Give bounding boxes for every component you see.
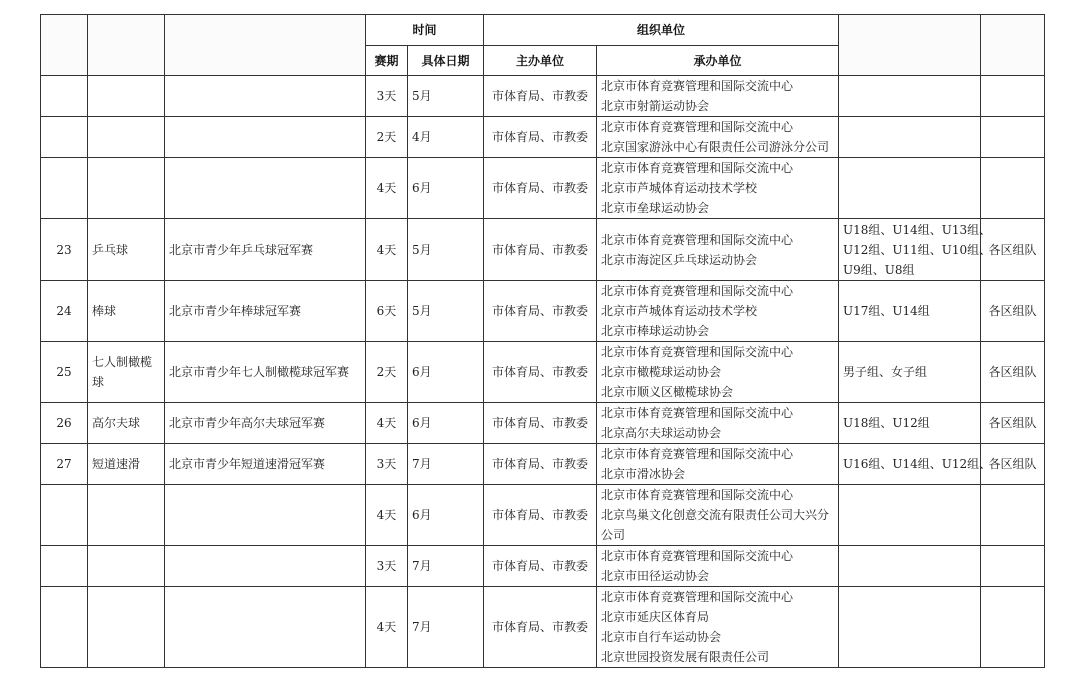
row-number (41, 587, 88, 668)
host-cell: 市体育局、市教委 (484, 76, 597, 117)
header-blank-no (41, 15, 88, 76)
host-cell: 市体育局、市教委 (484, 158, 597, 219)
participants-cell (981, 587, 1045, 668)
table-body (41, 76, 1045, 668)
host-cell: 市体育局、市教委 (484, 403, 597, 444)
host-cell: 市体育局、市教委 (484, 444, 597, 485)
date-cell: 6月 (408, 403, 484, 444)
sport-name: 乒乓球 (88, 219, 165, 281)
groups-cell-line: U17组、U14组 (843, 304, 930, 318)
duration-cell: 3天 (366, 444, 408, 485)
groups-cell-line: U12组、U11组、U10组、 (843, 242, 992, 257)
row-number (41, 158, 88, 219)
row-number (41, 117, 88, 158)
groups-cell (839, 342, 981, 403)
sport-name: 七人制橄榄球 (88, 342, 165, 403)
duration-cell: 3天 (366, 76, 408, 117)
host-cell: 市体育局、市教委 (484, 485, 597, 546)
event-name (165, 117, 366, 158)
event-name (165, 546, 366, 587)
duration-cell: 4天 (366, 587, 408, 668)
table-row (41, 158, 1045, 219)
event-name: 北京市青少年乒乓球冠军赛 (165, 219, 366, 281)
sport-name: 高尔夫球 (88, 403, 165, 444)
date-cell: 7月 (408, 587, 484, 668)
host-cell: 市体育局、市教委 (484, 219, 597, 281)
groups-cell (839, 158, 981, 219)
groups-cell-line: 男子组、女子组 (843, 365, 928, 379)
groups-cell-line: U16组、U14组、U12组、 (843, 457, 992, 471)
organizer-cell-line: 北京市顺义区橄榄球协会 (601, 385, 734, 399)
participants-cell (981, 76, 1045, 117)
duration-cell: 6天 (366, 281, 408, 342)
date-cell: 6月 (408, 158, 484, 219)
organizer-cell-line: 北京市体育竞赛管理和国际交流中心 (601, 345, 794, 359)
header-blank-sport (88, 15, 165, 76)
organizer-cell (597, 587, 839, 668)
organizer-cell-line: 北京市自行车运动协会 (601, 630, 722, 644)
organizer-cell-line: 北京市体育竞赛管理和国际交流中心 (601, 590, 794, 604)
row-number (41, 546, 88, 587)
organizer-cell (597, 117, 839, 158)
host-cell: 市体育局、市教委 (484, 587, 597, 668)
date-cell: 5月 (408, 76, 484, 117)
duration-cell: 4天 (366, 158, 408, 219)
table-row (41, 485, 1045, 546)
header-duration: 赛期 (366, 46, 408, 76)
participants-cell: 各区组队 (981, 403, 1045, 444)
groups-cell (839, 403, 981, 444)
organizer-cell-line: 北京高尔夫球运动协会 (601, 426, 722, 440)
sport-name (88, 546, 165, 587)
groups-cell-line: U18组、U14组、U13组、 (843, 222, 992, 237)
organizer-cell-line: 北京鸟巢文化创意交流有限责任公司大兴分 (601, 508, 830, 522)
organizer-cell (597, 546, 839, 587)
organizer-cell-line: 北京市体育竞赛管理和国际交流中心 (601, 161, 794, 175)
organizer-cell-line: 北京市体育竞赛管理和国际交流中心 (601, 549, 794, 563)
header-org: 组织单位 (484, 15, 839, 46)
host-cell: 市体育局、市教委 (484, 342, 597, 403)
table-row (41, 546, 1045, 587)
row-number: 23 (41, 219, 88, 281)
event-name (165, 158, 366, 219)
table-row (41, 342, 1045, 403)
groups-cell (839, 485, 981, 546)
event-name (165, 76, 366, 117)
organizer-cell-line: 北京市海淀区乒乓球运动协会 (601, 252, 758, 267)
organizer-cell-line: 北京市棒球运动协会 (601, 324, 710, 338)
organizer-cell-line: 北京市垒球运动协会 (601, 201, 710, 215)
organizer-cell-line: 北京市延庆区体育局 (601, 610, 710, 624)
organizer-cell-line: 北京世园投资发展有限责任公司 (601, 650, 770, 664)
organizer-cell (597, 444, 839, 485)
groups-cell (839, 219, 992, 281)
event-name: 北京市青少年棒球冠军赛 (165, 281, 366, 342)
row-number: 25 (41, 342, 88, 403)
table-row (41, 403, 1045, 444)
organizer-cell-line: 北京市滑冰协会 (601, 467, 686, 481)
date-cell: 7月 (408, 444, 484, 485)
organizer-cell-line: 北京市田径运动协会 (601, 569, 710, 583)
duration-cell: 4天 (366, 219, 408, 281)
sport-name (88, 158, 165, 219)
participants-cell (981, 485, 1045, 546)
row-number: 26 (41, 403, 88, 444)
event-name (165, 587, 366, 668)
organizer-cell-line: 北京市体育竞赛管理和国际交流中心 (601, 79, 794, 93)
participants-cell: 各区组队 (981, 444, 1045, 485)
sport-name: 短道速滑 (88, 444, 165, 485)
event-name: 北京市青少年短道速滑冠军赛 (165, 444, 366, 485)
organizer-cell (597, 219, 839, 281)
participants-cell (981, 546, 1045, 587)
header-blank-participants (981, 15, 1045, 76)
header-date: 具体日期 (408, 46, 484, 76)
organizer-cell (597, 158, 839, 219)
host-cell: 市体育局、市教委 (484, 546, 597, 587)
table-row (41, 587, 1045, 668)
sport-name (88, 76, 165, 117)
header-blank-event (165, 15, 366, 76)
duration-cell: 4天 (366, 485, 408, 546)
sport-name (88, 117, 165, 158)
row-number: 24 (41, 281, 88, 342)
table-row (41, 281, 1045, 342)
table-row (41, 444, 1045, 485)
organizer-cell-line: 北京市芦城体育运动技术学校 (601, 304, 758, 318)
organizer-cell-line: 北京市体育竞赛管理和国际交流中心 (601, 232, 794, 247)
table-row (41, 219, 1045, 281)
groups-cell (839, 76, 981, 117)
organizer-cell (597, 485, 839, 546)
organizer-cell-line: 北京市体育竞赛管理和国际交流中心 (601, 488, 794, 502)
header-time: 时间 (366, 15, 484, 46)
sport-name: 棒球 (88, 281, 165, 342)
organizer-cell (597, 342, 839, 403)
duration-cell: 2天 (366, 342, 408, 403)
header-blank-groups (839, 15, 981, 76)
groups-cell (839, 117, 981, 158)
event-name: 北京市青少年高尔夫球冠军赛 (165, 403, 366, 444)
organizer-cell-line: 北京市射箭运动协会 (601, 99, 710, 113)
participants-cell: 各区组队 (981, 342, 1045, 403)
groups-cell-line: U18组、U12组 (843, 416, 930, 430)
row-number (41, 485, 88, 546)
groups-cell-line: U9组、U8组 (843, 262, 915, 277)
schedule-table (40, 14, 1045, 668)
table-row (41, 76, 1045, 117)
groups-cell (839, 281, 981, 342)
table-row (41, 117, 1045, 158)
organizer-cell-line: 北京市芦城体育运动技术学校 (601, 181, 758, 195)
sport-name (88, 485, 165, 546)
date-cell: 4月 (408, 117, 484, 158)
organizer-cell (597, 76, 839, 117)
date-cell: 7月 (408, 546, 484, 587)
organizer-cell-line: 北京市橄榄球运动协会 (601, 365, 722, 379)
duration-cell: 4天 (366, 403, 408, 444)
organizer-cell-line: 公司 (601, 528, 626, 542)
date-cell: 6月 (408, 342, 484, 403)
event-name (165, 485, 366, 546)
row-number: 27 (41, 444, 88, 485)
organizer-cell (597, 281, 839, 342)
header-host: 主办单位 (484, 46, 597, 76)
event-name: 北京市青少年七人制橄榄球冠军赛 (165, 342, 366, 403)
sport-name (88, 587, 165, 668)
date-cell: 5月 (408, 219, 484, 281)
date-cell: 6月 (408, 485, 484, 546)
participants-cell (981, 117, 1045, 158)
duration-cell: 2天 (366, 117, 408, 158)
organizer-cell-line: 北京市体育竞赛管理和国际交流中心 (601, 447, 794, 461)
participants-cell (981, 158, 1045, 219)
organizer-cell-line: 北京国家游泳中心有限责任公司游泳分公司 (601, 140, 830, 154)
organizer-cell-line: 北京市体育竞赛管理和国际交流中心 (601, 120, 794, 134)
organizer-cell-line: 北京市体育竞赛管理和国际交流中心 (601, 406, 794, 420)
header-organizer: 承办单位 (597, 46, 839, 76)
groups-cell (839, 444, 992, 485)
host-cell: 市体育局、市教委 (484, 281, 597, 342)
duration-cell: 3天 (366, 546, 408, 587)
participants-cell: 各区组队 (981, 281, 1045, 342)
participants-cell: 各区组队 (981, 219, 1045, 281)
row-number (41, 76, 88, 117)
host-cell: 市体育局、市教委 (484, 117, 597, 158)
groups-cell (839, 546, 981, 587)
organizer-cell (597, 403, 839, 444)
groups-cell (839, 587, 981, 668)
date-cell: 5月 (408, 281, 484, 342)
organizer-cell-line: 北京市体育竞赛管理和国际交流中心 (601, 284, 794, 298)
competition-schedule-table (40, 14, 1045, 668)
header-row-1 (41, 15, 1045, 46)
